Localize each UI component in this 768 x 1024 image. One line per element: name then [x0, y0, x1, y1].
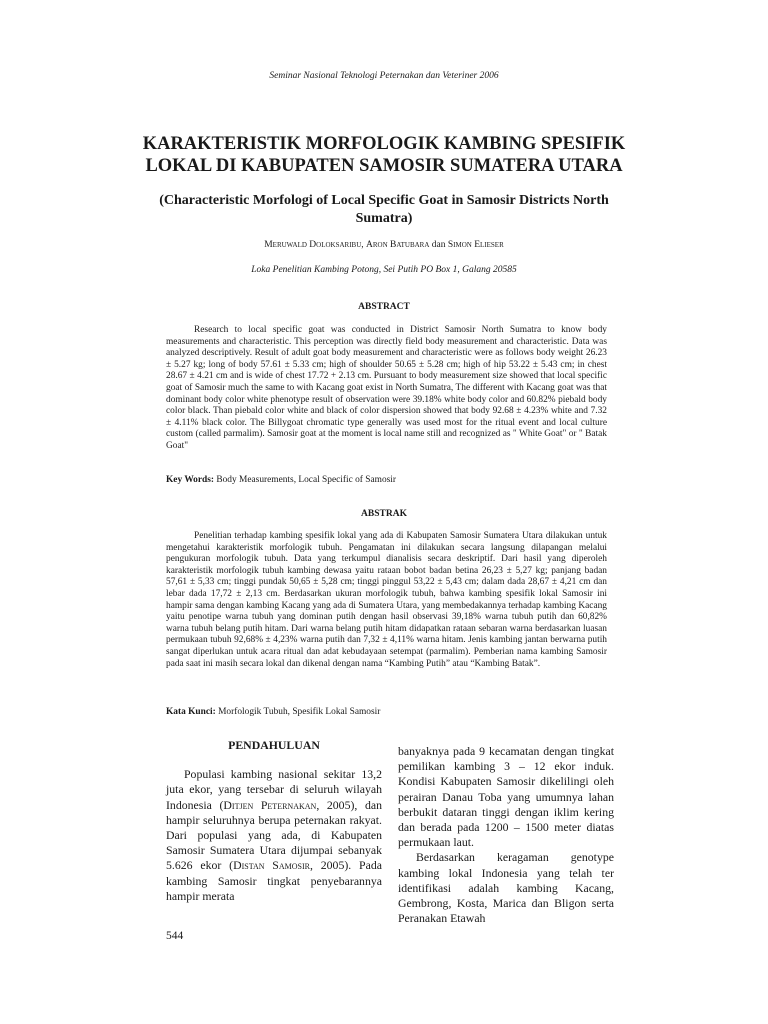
- intro-text: Populasi kambing nasional sekitar 13,2 juta ekor, yang tersebar di seluruh wilayah Indonesia (: [166, 767, 382, 812]
- author-2: Aron Batubara: [366, 240, 430, 250]
- intro-paragraph: [166, 767, 382, 904]
- abstrak-heading: ABSTRAK: [361, 509, 407, 519]
- author-separator: ,: [361, 240, 366, 250]
- affiliation: Loka Penelitian Kambing Potong, Sei Putih PO Box 1, Galang 20585: [251, 265, 517, 275]
- author-list: [0, 240, 768, 250]
- section-heading-pendahuluan: PENDAHULUAN: [228, 738, 320, 752]
- kata-kunci-text: Morfologik Tubuh, Spesifik Lokal Samosir: [215, 707, 381, 717]
- left-column: [166, 738, 382, 904]
- author-separator: dan: [429, 240, 448, 250]
- right-column: [398, 744, 614, 926]
- kata-kunci-label: Kata Kunci:: [166, 707, 216, 717]
- right-paragraph-2: Berdasarkan keragaman genotype kambing lokal Indonesia yang telah ter identifikasi adalah kambing Kacang, Gembrong, Kosta, Marica dan Bligon serta Peranakan Etawah: [398, 850, 614, 926]
- title-line-1: KARAKTERISTIK MORFOLOGIK KAMBING SPESIFIK: [142, 134, 626, 154]
- abstract-heading: ABSTRACT: [358, 302, 410, 312]
- citation: Ditjen Peternakan: [223, 797, 317, 812]
- title-line-2: LOKAL DI KABUPATEN SAMOSIR SUMATERA UTARA: [145, 156, 623, 176]
- intro-text: , 2005). Pada kambing Samosir tingkat penyebarannya hampir merata: [166, 858, 382, 903]
- intro-text: , 2005), dan hampir seluruhnya berupa peternakan rakyat. Dari populasi yang ada, di Kabupaten Samosir Sumatera Utara dijumpai sebanyak 5.626 ekor (: [166, 797, 382, 873]
- author-3: Simon Elieser: [447, 240, 504, 250]
- paper-subtitle: (Characteristic Morfologi of Local Specific Goat in Samosir Districts North Sumatra): [159, 193, 609, 226]
- author-1: Meruwald Doloksaribu: [264, 240, 362, 250]
- right-paragraph-1: banyaknya pada 9 kecamatan dengan tingkat pemilikan kambing 3 – 12 ekor induk. Kondisi Kabupaten Samosir dikelilingi oleh perairan Danau Toba yang umumnya lahan berbukit dataran tinggi dengan iklim kering dan berada pada 1200 – 1500 meter diatas permukaan laut.: [398, 744, 614, 850]
- keywords-text: Body Measurements, Local Specific of Samosir: [214, 475, 397, 485]
- paper-title: [100, 133, 668, 177]
- citation: Distan Samosir: [233, 858, 310, 873]
- page-number: 544: [166, 930, 184, 942]
- running-header: Seminar Nasional Teknologi Peternakan dan Veteriner 2006: [269, 71, 499, 81]
- keywords-label: Key Words:: [166, 475, 215, 485]
- abstrak-text: Penelitian terhadap kambing spesifik lokal yang ada di Kabupaten Samosir Sumatera Utara dilakukan untuk mengetahui karakteristik morfologik tubuh. Pengamatan ini dilakukan secara langsung dilapangan melalui pengukuran morfologik tubuh. Data yang terkumpul dianalisis secara deskriptif. Dari hasil yang diperoleh karakteristik morfologik tubuh kambing dewasa yaitu rataan bobot badan betina 26,23 ± 5,27 kg; panjang badan 57,61 ± 5,33 cm; tinggi pundak 50,65 ± 5,28 cm; tinggi pinggul 53,22 ± 5,43 cm; dalam dada 28,67 ± 4,21 cm dan lebar dada 17,72 ± 2,13 cm. Berdasarkan ukuran morfologik tubuh, bahwa kambing spesifik lokal Samosir ini hampir sama dengan kambing Kacang yang ada di Sumatera Utara, yang membedakannya terhadap kambing Kacang yaitu penotipe warna tubuh yang dominan putih dengan hasil observasi 39,18% warna tubuh putih dan 60,82% warna tubuh belang putih hitam. Dari warna belang putih hitam didapatkan rataan sebaran warna berdasarkan luasan permukaan tubuh 92,68% ± 4,23% warna putih dan 7,32 ± 4,11% warna hitam. Jenis kambing jantan berwarna putih sangat diperlukan untuk acara ritual dan adat kebudayaan setempat (parmalim). Pemberian nama kambing Samosir pada saat ini masih secara lokal dan dikenal dengan nama “Kambing Putih” atau “Kambing Batak”.: [166, 531, 607, 669]
- kata-kunci: [166, 706, 607, 718]
- abstract-text: Research to local specific goat was conducted in District Samosir North Sumatra to know body measurements and characteristic. This perception was directly field body measurement and characteristic. Data was analyzed descriptively. Result of adult goat body measurement and characteristic were as follows body weight 26.23 ± 5.27 kg; long of body 57.61 ± 5.33 cm; high of shoulder 50.65 ± 5.28 cm; high of hip 53.22 ± 5.43 cm; in chest 28.67 ± 4.21 cm and is wide of chest 17.72 + 2.13 cm. Pursuant to body measurement size showed that local specific goat of Samosir much the same to with Kacang goat exist in North Sumatra, The different with Kacang goat was that dominant body color white phenotype result of observation were 39.18% white body color and 60.82% piebald body color black. Than piebald color white and black of color dispersion showed that body 92.68 ± 4.23% white and 7.32 ± 4.11% black color. The Billygoat chromatic type generally was used most for the ritual event and local culture custom (called parmalim). Samosir goat at the moment is local name still and recognized as " White Goat" or " Batak Goat": [166, 325, 607, 451]
- keywords: [166, 474, 607, 486]
